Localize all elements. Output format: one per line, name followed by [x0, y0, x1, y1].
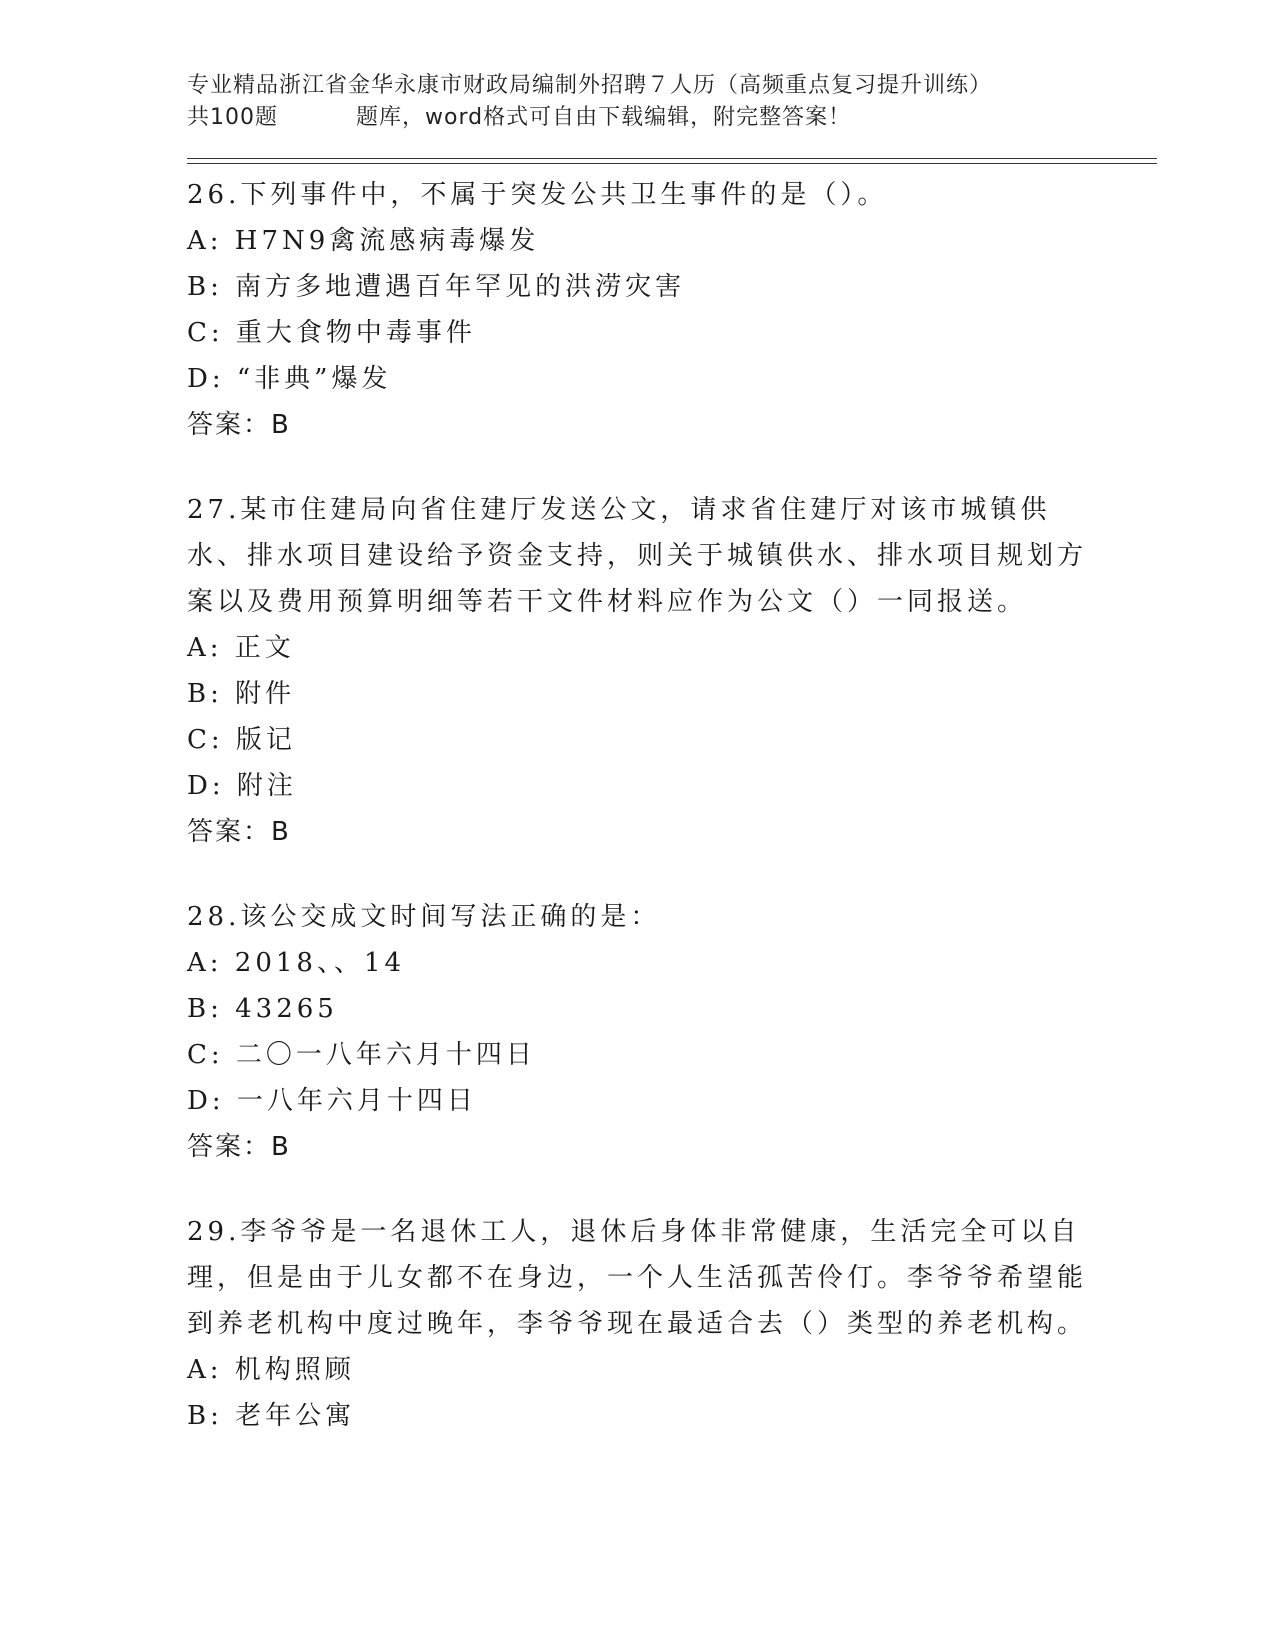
option-a: A: 2018、、14 — [187, 948, 406, 978]
option-d: D: 附注 — [187, 771, 297, 801]
question-stem: 29.李爷爷是一名退休工人，退休后身体非常健康，生活完全可以自理，但是由于儿女都不在身边，一个人生活孤苦伶仃。李爷爷希望能到养老机构中度过晚年，李爷爷现在最适合去（）类型的养老机构。 — [187, 1217, 1088, 1339]
question-26 — [187, 172, 1157, 448]
option-c: C: 版记 — [187, 725, 296, 755]
question-28 — [187, 894, 1157, 1170]
header-double-rule — [187, 158, 1157, 164]
option-c: C: 重大食物中毒事件 — [187, 318, 476, 348]
header-gap — [278, 102, 356, 134]
question-27 — [187, 487, 1157, 855]
document-page — [187, 70, 1157, 1478]
document-header — [187, 70, 1157, 134]
header-description: 题库，word格式可自由下载编辑，附完整答案！ — [356, 105, 852, 130]
option-d: D: “非典”爆发 — [187, 364, 392, 394]
option-a: A: 机构照顾 — [187, 1355, 355, 1385]
option-a: A: 正文 — [187, 633, 295, 663]
question-list — [187, 172, 1157, 1439]
question-stem: 28.该公交成文时间写法正确的是： — [187, 902, 661, 932]
option-a: A: H7N9禽流感病毒爆发 — [187, 226, 540, 256]
option-c: C: 二〇一八年六月十四日 — [187, 1040, 536, 1070]
answer: 答案：B — [187, 817, 291, 847]
question-stem: 27.某市住建局向省住建厅发送公文，请求省住建厅对该市城镇供水、排水项目建设给予资金支持，则关于城镇供水、排水项目规划方案以及费用预算明细等若干文件材料应作为公文（）一同报送。 — [187, 495, 1088, 617]
answer: 答案：B — [187, 1132, 291, 1162]
option-b: B: 老年公寓 — [187, 1401, 356, 1431]
question-29 — [187, 1209, 1157, 1439]
header-title-line: 专业精品浙江省金华永康市财政局编制外招聘７人历（高频重点复习提升训练） — [187, 73, 993, 98]
answer: 答案：B — [187, 410, 291, 440]
header-subtitle-line — [187, 102, 1157, 134]
question-stem: 26.下列事件中，不属于突发公共卫生事件的是（）。 — [187, 180, 888, 210]
option-d: D: 一八年六月十四日 — [187, 1086, 477, 1116]
header-question-count: 共100题 — [187, 105, 278, 130]
option-b: B: 43265 — [187, 994, 338, 1024]
option-b: B: 附件 — [187, 679, 296, 709]
option-b: B: 南方多地遭遇百年罕见的洪涝灾害 — [187, 272, 686, 302]
